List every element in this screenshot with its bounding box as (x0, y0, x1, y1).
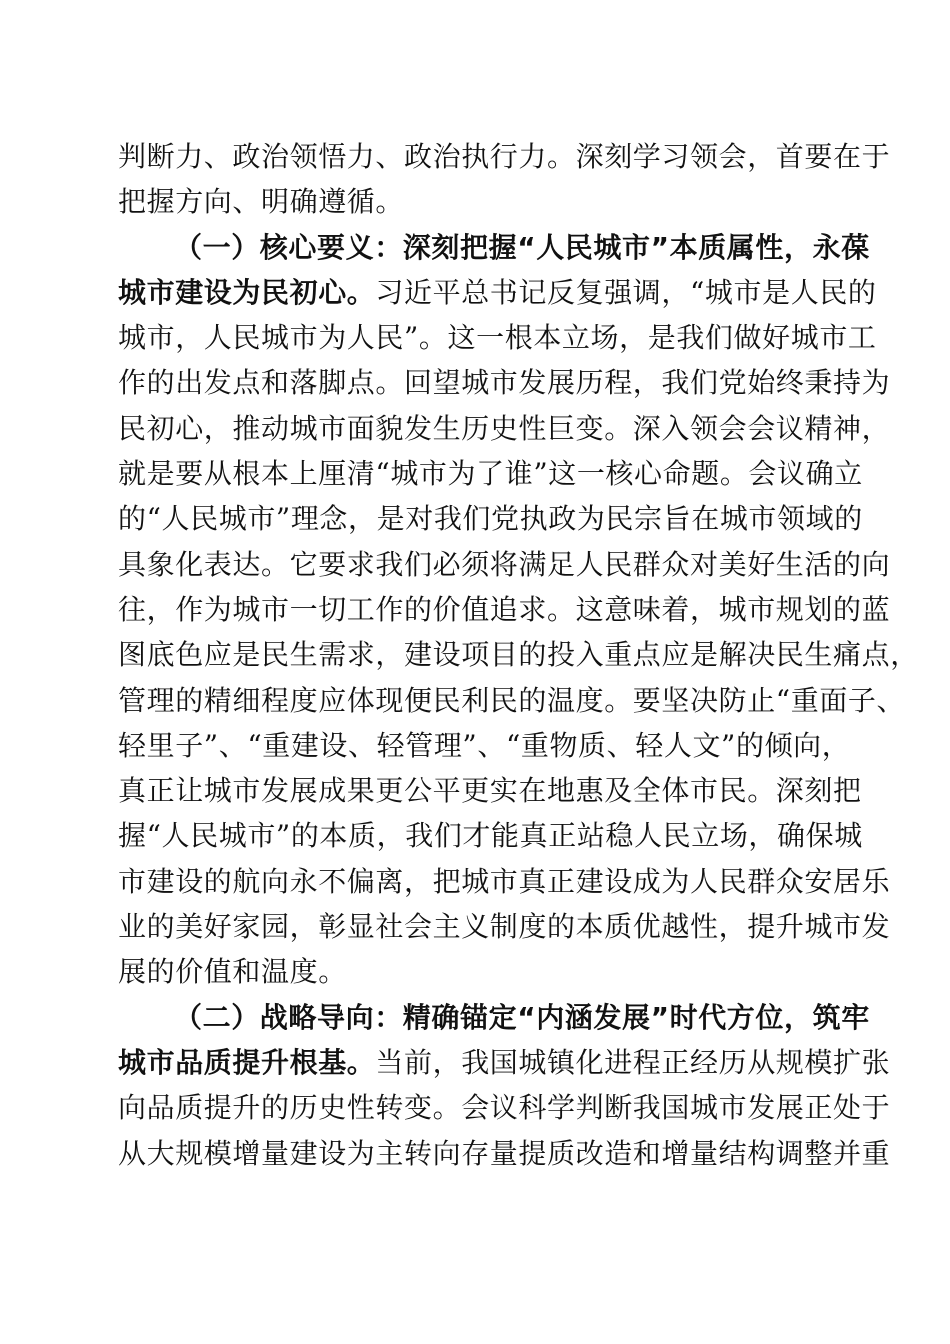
document-body (118, 134, 919, 1176)
body-text: 管理的精细程度应体现便民利民的温度。要坚决防止“重面子、 (118, 683, 906, 717)
body-text: 真正让城市发展成果更公平更实在地惠及全体市民。深刻把 (118, 774, 862, 808)
text-line (118, 813, 863, 858)
body-text: 图底色应是民生需求，建设项目的投入重点应是解决民生痛点， (118, 638, 919, 672)
body-text: 民初心，推动城市面貌发生历史性巨变。深入领会会议精神， (118, 411, 891, 445)
bold-heading-text: 城市建设为民初心。 (118, 275, 376, 309)
body-text: 具象化表达。它要求我们必须将满足人民群众对美好生活的向 (118, 547, 891, 581)
text-line (118, 904, 891, 949)
text-line (118, 587, 891, 632)
body-text: 城市，人民城市为人民”。这一根本立场，是我们做好城市工 (118, 321, 877, 355)
text-line (118, 542, 891, 587)
body-text: 向品质提升的历史性转变。会议科学判断我国城市发展正处于 (118, 1091, 891, 1125)
text-line (118, 179, 836, 224)
body-text: 判断力、政治领悟力、政治执行力。深刻学习领会，首要在于 (118, 140, 891, 173)
body-text: 把握方向、明确遵循。 (118, 185, 405, 219)
text-line (118, 451, 863, 496)
body-text: 习近平总书记反复强调，“城市是人民的 (375, 275, 877, 309)
text-line (118, 134, 891, 179)
bold-heading-text: （一）核心要义：深刻把握“人民城市”本质属性，永葆 (174, 230, 870, 264)
body-text: 市建设的航向永不偏离，把城市真正建设成为人民群众安居乐 (118, 864, 891, 898)
body-text: 展的价值和温度。 (118, 955, 347, 989)
text-line (118, 270, 877, 315)
text-line (118, 678, 906, 723)
body-text: 的“人民城市”理念，是对我们党执政为民宗旨在城市领域的 (118, 502, 863, 536)
bold-heading-text: 城市品质提升根基。 (118, 1045, 376, 1079)
text-line (118, 768, 862, 813)
body-text: 从大规模增量建设为主转向存量提质改造和增量结构调整并重 (118, 1136, 891, 1170)
text-line (118, 1131, 891, 1176)
body-text: 轻里子”、“重建设、轻管理”、“重物质、轻人文”的倾向， (118, 728, 851, 762)
text-line (118, 995, 870, 1040)
text-line (118, 496, 863, 541)
bold-heading-text: （二）战略导向：精确锚定“内涵发展”时代方位，筑牢 (174, 1000, 870, 1034)
text-line (118, 859, 891, 904)
text-line (118, 632, 919, 677)
text-line (118, 406, 891, 451)
text-line (118, 315, 877, 360)
body-text: 当前，我国城镇化进程正经历从规模扩张 (375, 1045, 891, 1079)
text-line (118, 225, 870, 270)
body-text: 握“人民城市”的本质，我们才能真正站稳人民立场，确保城 (118, 819, 863, 853)
body-text: 作的出发点和落脚点。回望城市发展历程，我们党始终秉持为 (118, 366, 891, 400)
text-line (118, 949, 836, 994)
text-line (118, 360, 891, 405)
text-line (118, 1040, 891, 1085)
body-text: 往，作为城市一切工作的价值追求。这意味着，城市规划的蓝 (118, 592, 891, 626)
body-text: 就是要从根本上厘清“城市为了谁”这一核心命题。会议确立 (118, 457, 863, 491)
body-text: 业的美好家园，彰显社会主义制度的本质优越性，提升城市发 (118, 910, 891, 944)
text-line (118, 1085, 891, 1130)
text-line (118, 723, 851, 768)
